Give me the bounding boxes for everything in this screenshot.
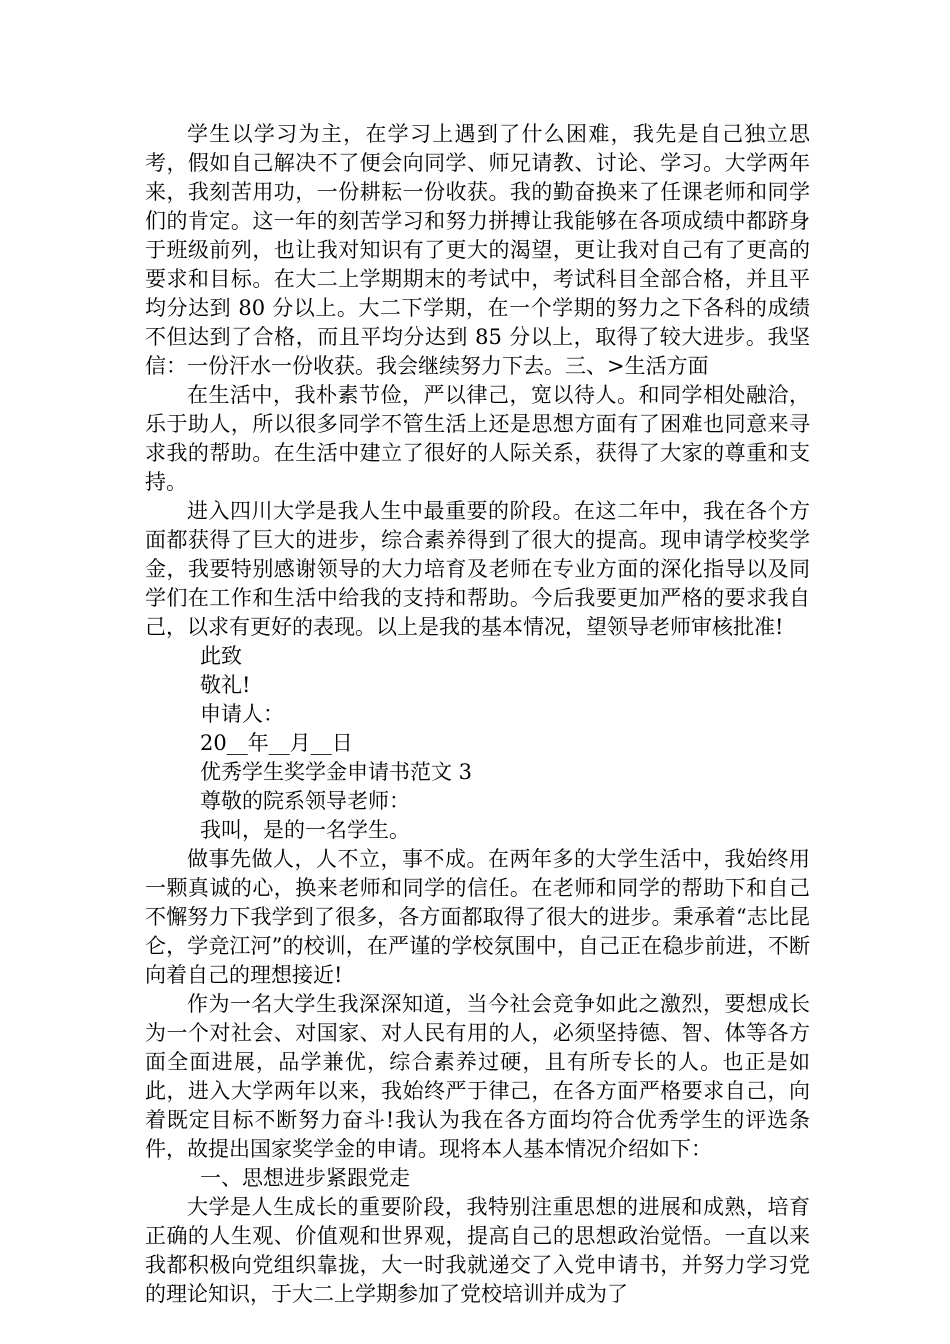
- paragraph-study: 学生以学习为主，在学习上遇到了什么困难，我先是自己独立思考，假如自己解决不了便会向同学、师兄请教、讨论、学习。大学两年来，我刻苦用功，一份耕耘一份收获。我的勤奋换来了任课老师和同学们的肯定。这一年的刻苦学习和努力拼搏让我能够在各项成绩中都跻身于班级前列，也让我对知识有了更大的渴望，更让我对自己有了更高的要求和目标。在大二上学期期末的考试中，考试科目全部合格，并且平均分达到 80 分以上。大二下学期，在一个学期的努力之下各科的成绩不但达到了合格，而且平均分达到 85 分以上，取得了较大进步。我坚信：一份汗水一份收获。我会继续努力下去。三、>生活方面: [145, 122, 810, 378]
- applicant-line: 申请人：: [200, 702, 284, 726]
- heading-ideology: 一、思想进步紧跟党走: [200, 1166, 410, 1190]
- section-title: 优秀学生奖学金申请书范文 3: [200, 760, 473, 784]
- paragraph-ideology: 大学是人生成长的重要阶段，我特别注重思想的进展和成熟，培育正确的人生观、价值观和世界观，提高自己的思想政治觉悟。一直以来我都积极向党组织靠拢，大一时我就递交了入党申请书，并努力学习党的理论知识，于大二上学期参加了党校培训并成为了: [145, 1195, 810, 1306]
- paragraph-character: 做事先做人，人不立，事不成。在两年多的大学生活中，我始终用一颗真诚的心，换来老师和同学的信任。在老师和同学的帮助下和自己不懈努力下我学到了很多，各方面都取得了很大的进步。秉承着“志比昆仑，学竞江河”的校训，在严谨的学校氛围中，自己正在稳步前进，不断向着自己的理想接近!: [145, 847, 810, 987]
- paragraph-summary: 进入四川大学是我人生中最重要的阶段。在这二年中，我在各个方面都获得了巨大的进步，综合素养得到了很大的提高。现申请学校奖学金，我要特别感谢领导的大力培育及老师在专业方面的深化指导以及同学们在工作和生活中给我的支持和帮助。今后我要更加严格的要求我自己，以求有更好的表现。以上是我的基本情况，望领导老师审核批准!: [145, 499, 810, 639]
- paragraph-life: 在生活中，我朴素节俭，严以律己，宽以待人。和同学相处融洽，乐于助人，所以很多同学不管生活上还是思想方面有了困难也同意来寻求我的帮助。在生活中建立了很好的人际关系，获得了大家的尊重和支持。: [145, 383, 810, 494]
- intro-line: 我叫，是的一名学生。: [200, 818, 410, 842]
- paragraph-application: 作为一名大学生我深深知道，当今社会竞争如此之激烈，要想成长为一个对社会、对国家、对人民有用的人，必须坚持德、智、体等各方面全面进展，品学兼优，综合素养过硬，且有所专长的人。也正是如此，进入大学两年以来，我始终严于律己，在各方面严格要求自己，向着既定目标不断努力奋斗!我认为我在各方面均符合优秀学生的评选条件，故提出国家奖学金的申请。现将本人基本情况介绍如下：: [145, 992, 810, 1161]
- document-body: [145, 120, 810, 1309]
- closing-line-2: 敬礼!: [200, 673, 251, 697]
- salutation-line: 尊敬的院系领导老师：: [200, 789, 410, 813]
- date-line: 20__年__月__日: [200, 731, 353, 755]
- closing-line-1: 此致: [200, 644, 242, 668]
